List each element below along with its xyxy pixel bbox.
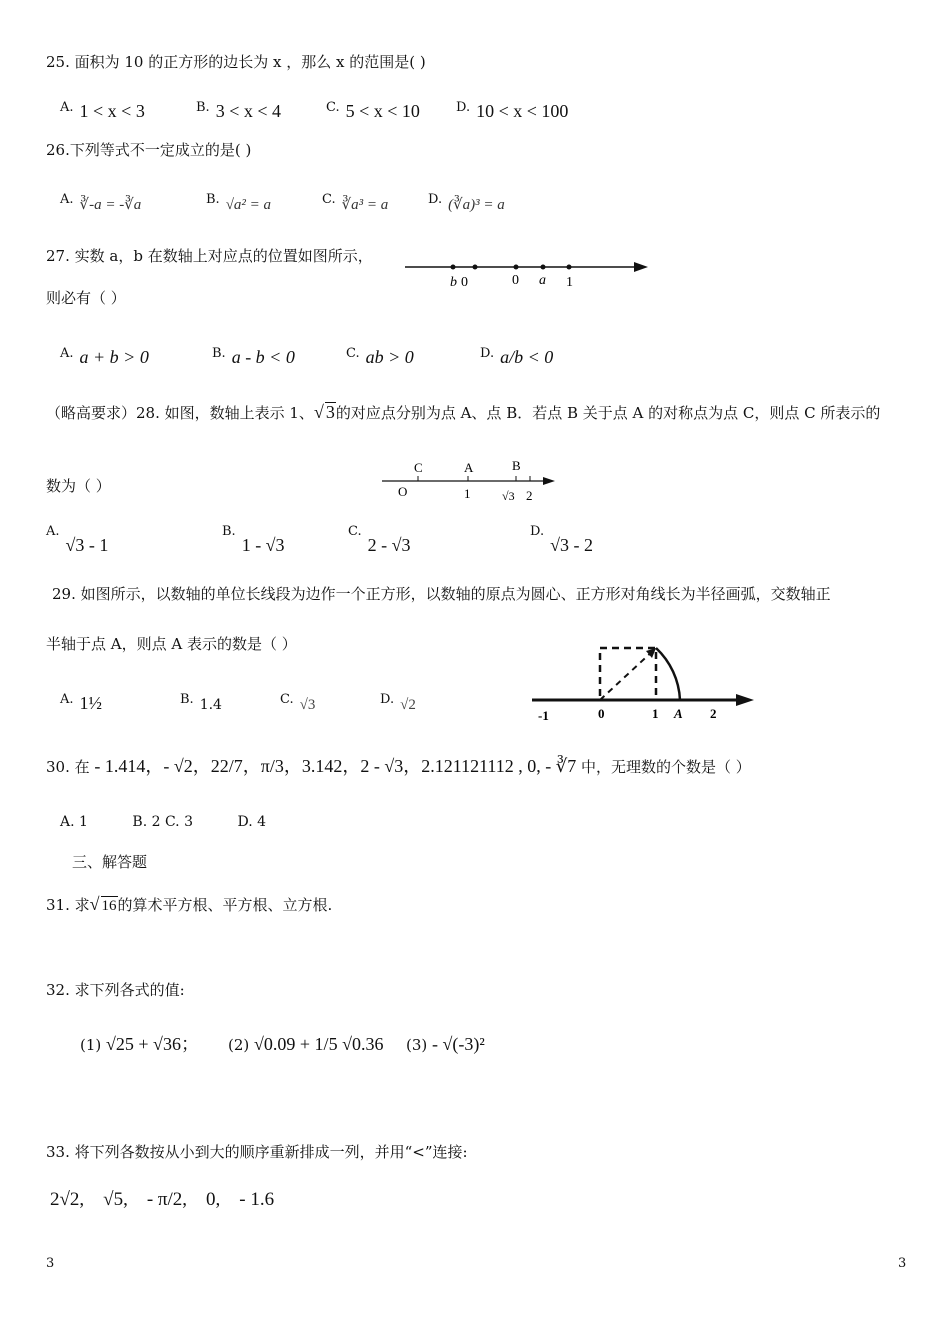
q25-stem [46, 52, 426, 72]
point-0a [473, 265, 478, 270]
q28-option-c [348, 522, 411, 555]
axis-arrow [634, 262, 648, 272]
q29-option-b [180, 690, 222, 715]
q32-stem: 32. 求下列各式的值: [46, 981, 185, 999]
point-b [451, 265, 456, 270]
part-label: (3) [406, 1036, 428, 1054]
q28-option-b [222, 522, 285, 555]
option-label: A. [60, 100, 74, 115]
q27-number-line [400, 254, 652, 290]
axis-arrow [543, 477, 555, 485]
part-label: (1) [80, 1036, 102, 1054]
option-value: 2 - √3 [367, 535, 411, 555]
option-label: A. [46, 524, 60, 539]
point-0 [514, 265, 519, 270]
part-expression: - √(-3)² [432, 1034, 485, 1054]
q28-text-b: 的对应点分别为点 A、点 B．若点 B 关于点 A 的对称点为点 C，则点 C 所表示的 [335, 404, 881, 422]
q26-stem: 26.下列等式不一定成立的是( ) [46, 141, 252, 159]
option-label: B. [222, 524, 236, 539]
axis-arrow [736, 694, 754, 706]
option-label: A. [60, 346, 74, 361]
option-value: a + b > 0 [79, 347, 149, 367]
q26-option-c [322, 190, 388, 215]
q32-part1 [80, 1034, 199, 1055]
option-label: D. [428, 192, 443, 207]
option-value: √a² = a [225, 197, 272, 213]
label-o: O [398, 484, 408, 499]
q25-option-c [326, 98, 420, 122]
option-value: 1 - √3 [241, 535, 285, 555]
option-label: B. [212, 346, 226, 361]
label-b: B [512, 458, 521, 473]
page-number-right: 3 [898, 1256, 907, 1271]
q30-numbers: - 1.414，- √2，22/7，π/3，3.142，2 - √3，2.121121112 , 0, - ∛7 [94, 756, 577, 776]
label-a: A [464, 460, 474, 475]
option-label: C. [322, 192, 336, 207]
q32-part3 [406, 1034, 485, 1055]
q27-option-a [60, 344, 149, 368]
q26-option-d [428, 190, 505, 215]
q29-stem: 29. 如图所示，以数轴的单位长线段为边作一个正方形，以数轴的原点为圆心、正方形对角线长为半径画弧，交数轴正 [52, 585, 831, 603]
q28-option-d [530, 522, 593, 555]
page-number-left: 3 [46, 1256, 55, 1271]
q25-option-a [60, 98, 145, 122]
label-c: C [414, 460, 423, 475]
option-label: D. [480, 346, 495, 361]
option-value: 3 < x < 4 [215, 101, 281, 121]
q29-option-d [380, 690, 416, 715]
label-1: 1 [464, 486, 471, 501]
label-1: 1 [652, 706, 659, 721]
q28-option-a [46, 522, 109, 555]
option-value: 10 < x < 100 [476, 101, 569, 121]
option-value: √3 - 1 [65, 535, 109, 555]
option-value: ab > 0 [365, 347, 414, 367]
q25-text: 25. 面积为 10 的正方形的边长为 x ，那么 x 的范围是( ) [46, 53, 426, 71]
option-label: D. [456, 100, 471, 115]
q25-option-d [456, 98, 568, 122]
q29-diagram [528, 638, 760, 724]
label-1: 1 [566, 275, 573, 290]
option-value: √2 [400, 697, 416, 713]
q31-text-b: 的算术平方根、平方根、立方根. [117, 896, 333, 914]
option-label: C. [280, 692, 294, 707]
option-label: B. [206, 192, 220, 207]
q28-radical: 3 [325, 402, 335, 422]
label-sqrt3: √3 [502, 489, 515, 503]
q33-numbers: 2√2, √5, - π/2, 0, - 1.6 [50, 1189, 275, 1210]
q25-option-b [196, 98, 281, 122]
option-label: B. [196, 100, 210, 115]
label-a: a [539, 273, 546, 288]
diagonal [600, 648, 656, 700]
option-value: 5 < x < 10 [345, 101, 420, 121]
q28-stem2: 数为（ ） [46, 477, 111, 495]
option-value: √3 - 2 [550, 535, 593, 555]
q27-stem2: 则必有（ ） [46, 289, 126, 307]
q33-stem: 33. 将下列各数按从小到大的顺序重新排成一列，并用“<”连接: [46, 1143, 468, 1161]
q31-stem: 31. 求√ 16的算术平方根、平方根、立方根. [46, 894, 333, 914]
q30-text-b: 中，无理数的个数是（ ） [580, 758, 751, 776]
q26-option-b [206, 190, 271, 215]
label-0: 0 [598, 706, 605, 721]
option-label: A. [60, 692, 74, 707]
option-label: C. [346, 346, 360, 361]
q28-text-a: （略高要求）28. 如图，数轴上表示 1、 [46, 404, 314, 422]
option-value: 1 < x < 3 [79, 101, 145, 121]
q29-option-c [280, 690, 315, 715]
option-label: D. [530, 524, 545, 539]
q31-radical: 16 [101, 898, 117, 914]
option-value: a - b < 0 [231, 347, 295, 367]
label-2: 2 [710, 706, 717, 721]
option-value: 1.4 [199, 697, 222, 713]
arc [656, 648, 680, 700]
option-label: D. [380, 692, 395, 707]
q32-part2 [228, 1034, 383, 1055]
option-label: C. [348, 524, 362, 539]
q27-option-d [480, 344, 553, 368]
section-heading: 三、解答题 [72, 853, 148, 871]
part-label: (2) [228, 1036, 250, 1054]
q28-number-line [378, 454, 560, 504]
q30-options: A. 1 B. 2 C. 3 D. 4 [60, 814, 267, 830]
q29-stem2: 半轴于点 A，则点 A 表示的数是（ ） [46, 635, 297, 653]
q28-stem: （略高要求）28. 如图，数轴上表示 1、√ 3的对应点分别为点 A、点 B．若点 B 关于点 A 的对称点为点 C，则点 C 所表示的 [46, 402, 881, 422]
option-label: B. [180, 692, 194, 707]
q29-option-a [60, 690, 102, 714]
option-value: √3 [299, 697, 316, 713]
q30-text-a: 30. 在 [46, 758, 90, 776]
point-1 [567, 265, 572, 270]
option-label: C. [326, 100, 340, 115]
option-label: A. [60, 192, 74, 207]
label-2: 2 [526, 488, 533, 503]
q26-option-a [60, 190, 141, 215]
q30-stem [46, 756, 751, 777]
q31-text-a: 31. 求 [46, 896, 90, 914]
part-expression: √0.09 + 1/5 √0.36 [254, 1034, 384, 1054]
label-b: b [450, 275, 457, 290]
diagonal-arrow [646, 648, 656, 658]
label-a: A [674, 706, 683, 721]
q27-option-b [212, 344, 295, 368]
option-value: ∛a³ = a [341, 197, 389, 213]
option-value: 1½ [79, 693, 103, 713]
q27-option-c [346, 344, 414, 368]
option-value: a/b < 0 [500, 347, 554, 367]
option-value: (∛a)³ = a [448, 197, 505, 213]
label-0: 0 [512, 273, 519, 288]
label-minus1: -1 [538, 708, 549, 723]
q27-stem: 27. 实数 a，b 在数轴上对应点的位置如图所示， [46, 247, 373, 265]
point-a [541, 265, 546, 270]
part-expression: √25 + √36； [106, 1034, 199, 1054]
label-0a: 0 [461, 275, 468, 290]
option-value: ∛-a = -∛a [79, 197, 142, 213]
